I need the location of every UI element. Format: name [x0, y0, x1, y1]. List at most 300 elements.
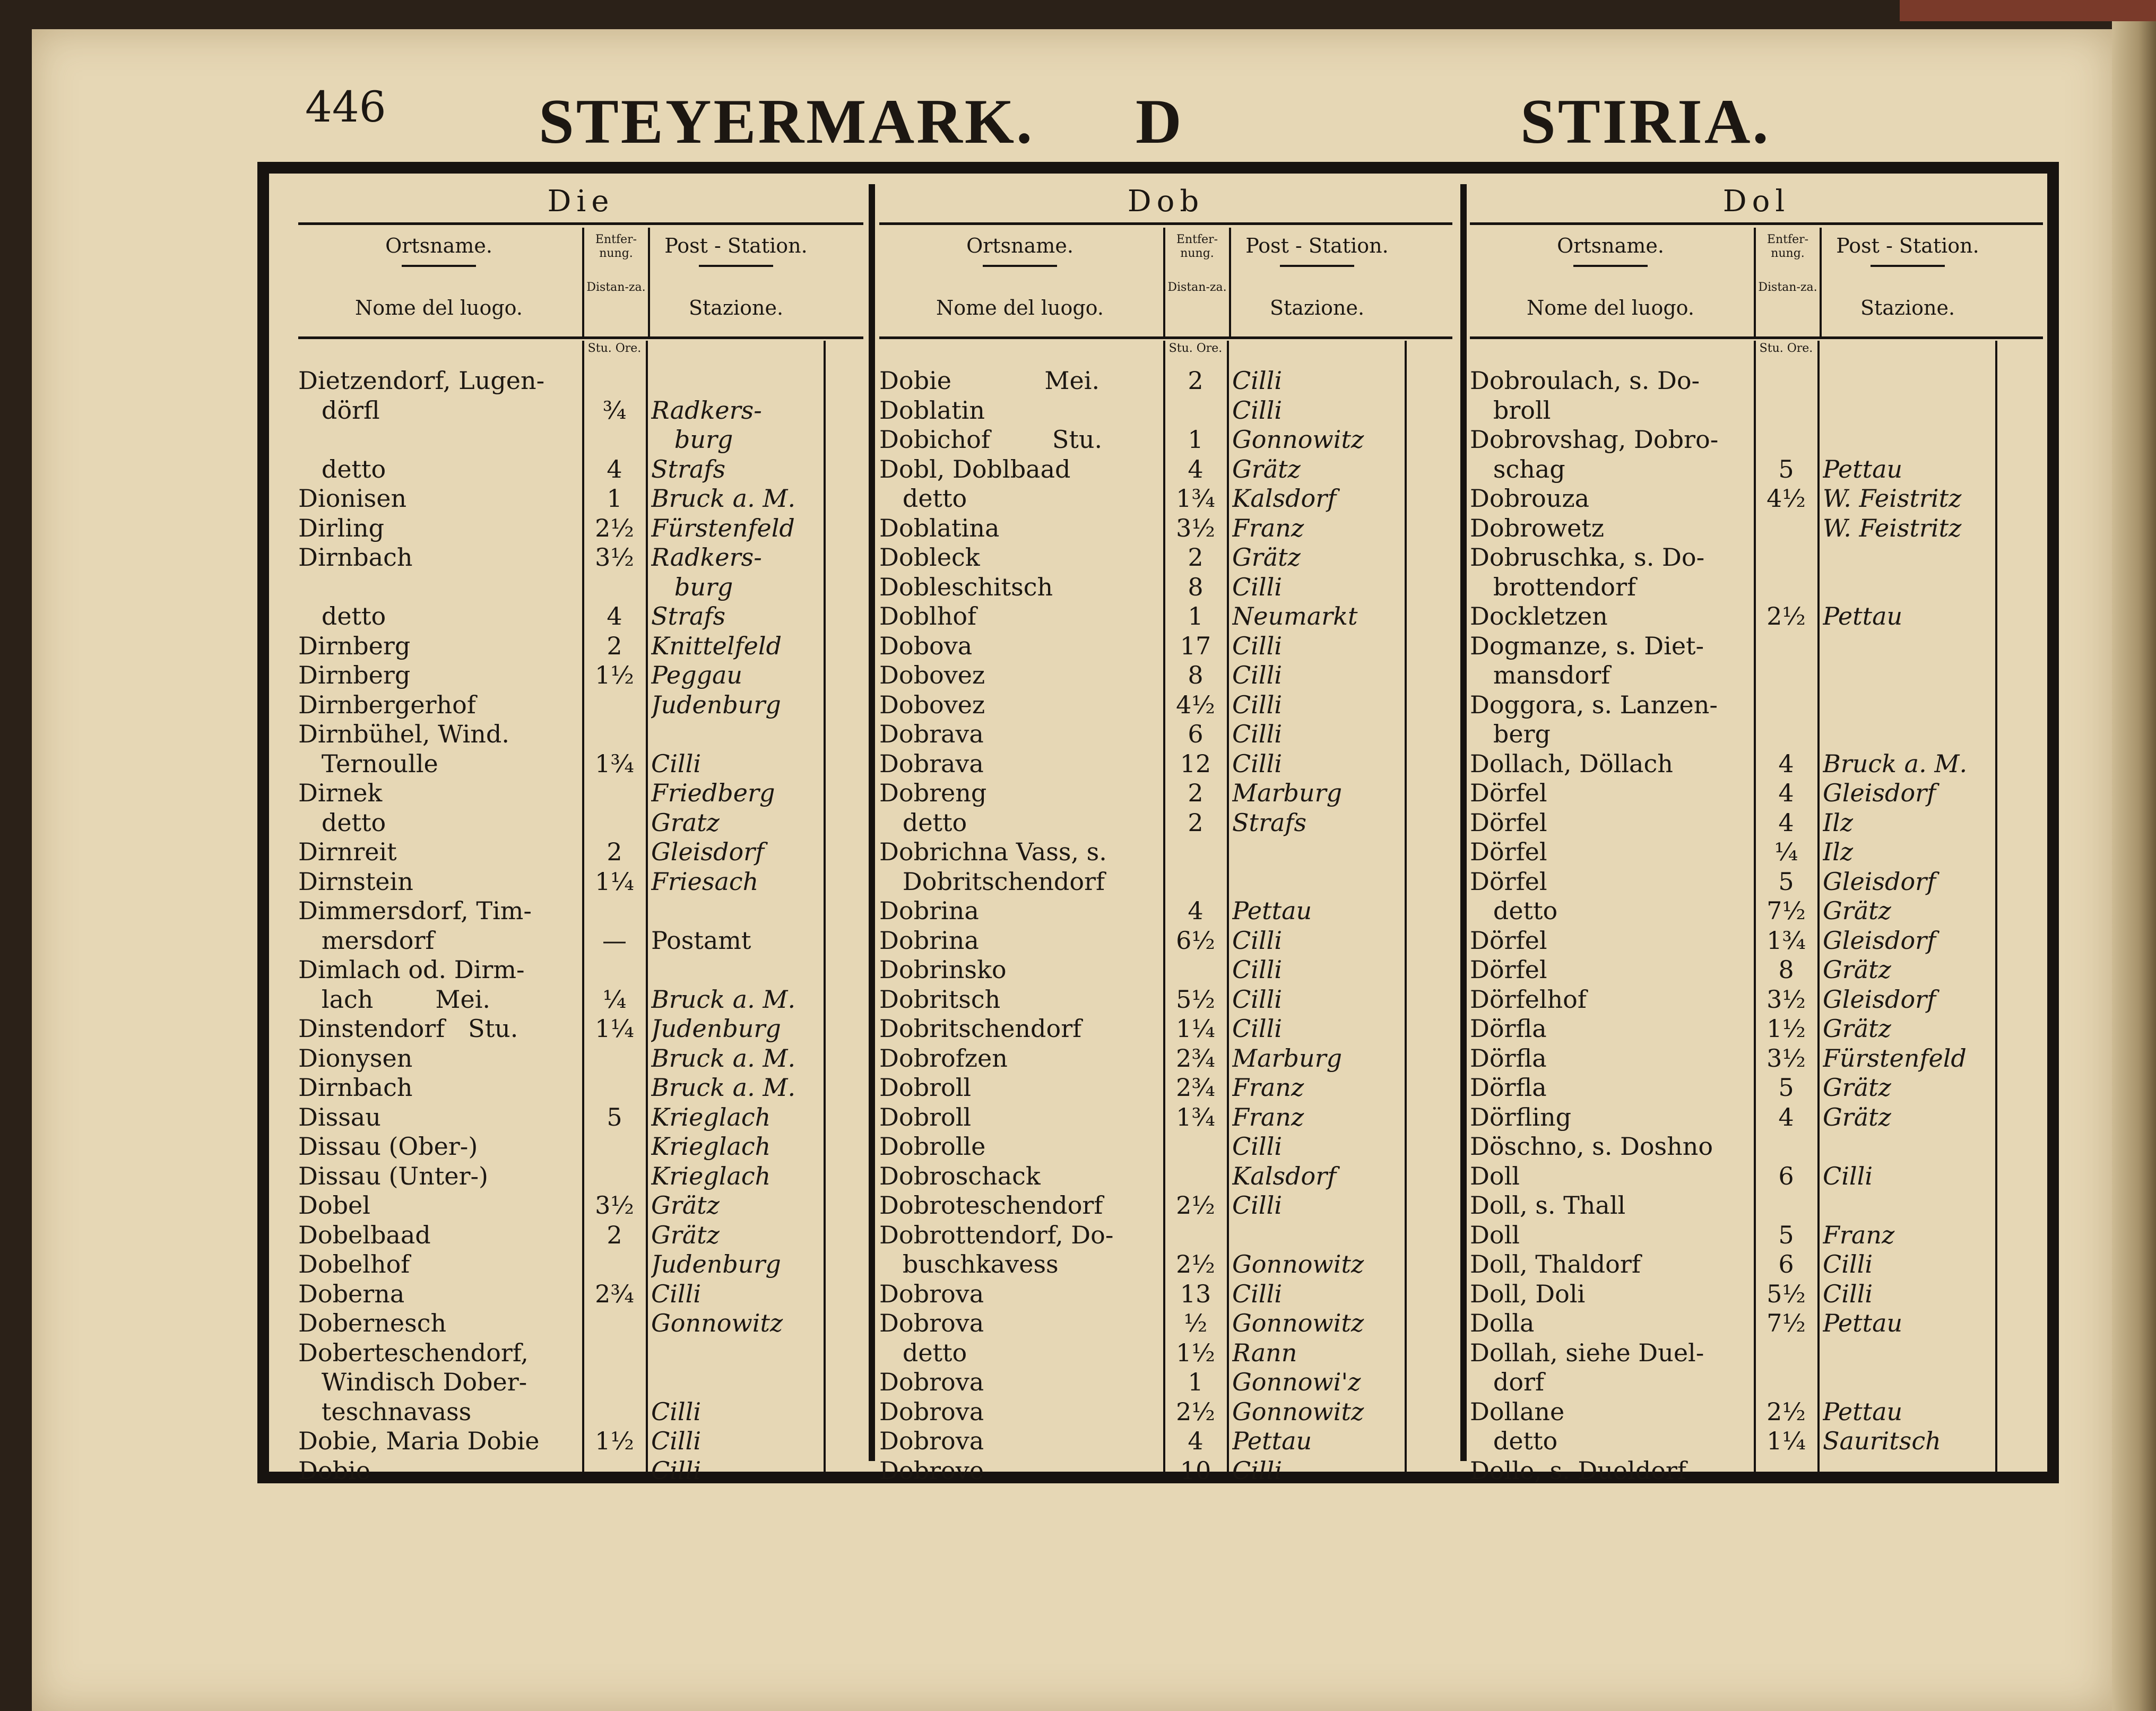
post-station: Friesach — [651, 867, 759, 896]
distance-value: 5½ — [1767, 1279, 1806, 1308]
distance-value: 17 — [1180, 631, 1211, 660]
post-station: Franz — [1823, 1220, 1895, 1249]
post-station: Cilli — [1232, 1456, 1283, 1485]
place-name: Dörfla — [1470, 1073, 1547, 1102]
table-row — [298, 1103, 863, 1133]
header-place-name — [298, 228, 579, 336]
distance-value: 2½ — [1176, 1250, 1215, 1278]
post-station: W. Feistritz — [1823, 484, 1962, 513]
post-station: Ilz — [1823, 837, 1854, 866]
post-station: Gonnowi'z — [1232, 1368, 1361, 1396]
distance-value: 1½ — [1767, 1014, 1806, 1043]
distance-value: 1 — [1188, 602, 1203, 630]
distance-value: 5½ — [1176, 984, 1215, 1014]
title-letter: D — [1136, 86, 1184, 157]
post-station: Cilli — [1232, 955, 1283, 984]
place-name: Dörfla — [1470, 1043, 1547, 1073]
distance-value: 5 — [1778, 454, 1794, 483]
place-name: Doll — [1470, 1220, 1520, 1249]
table-row — [298, 779, 863, 808]
post-station: Pettau — [1823, 602, 1903, 630]
place-name: Dobrottendorf, Do- — [879, 1220, 1114, 1249]
post-station: Cilli — [1232, 720, 1283, 748]
table-row — [879, 749, 1452, 779]
post-station: Bruck a. M. — [651, 1073, 796, 1102]
distance-value: ¼ — [1774, 837, 1798, 866]
post-station: Pettau — [1823, 1397, 1903, 1426]
place-name: Dobroll — [879, 1073, 972, 1102]
table-row — [879, 1309, 1452, 1338]
post-station: Grätz — [1823, 1073, 1891, 1102]
table-row — [298, 1191, 863, 1221]
table-row — [298, 1014, 863, 1044]
place-name: lach Mei. — [298, 984, 491, 1014]
post-station: Kalsdorf — [1232, 484, 1337, 513]
table-row — [298, 837, 863, 867]
header-post-station — [648, 228, 824, 336]
post-station: Marburg — [1232, 1043, 1343, 1073]
post-station: Gleisdorf — [651, 837, 765, 866]
place-name: Dobrava — [879, 720, 984, 748]
header-entfernung: Entfer-nung. — [1767, 233, 1809, 260]
place-name: schag — [1470, 454, 1565, 483]
place-name: Dobroll — [879, 1102, 972, 1131]
place-name: Dobelhof — [298, 1250, 410, 1278]
place-name: Dobrowetz — [1470, 513, 1605, 542]
post-station: Grätz — [651, 1191, 720, 1220]
distance-unit-label: Stu. Ore. — [1168, 342, 1223, 355]
distance-value: 8 — [1188, 661, 1203, 689]
distance-value: 2½ — [1176, 1191, 1215, 1220]
post-station: Judenburg — [651, 690, 781, 719]
page-number: 446 — [305, 82, 386, 132]
post-station: Gleisdorf — [1823, 867, 1936, 896]
table-row — [1470, 749, 2043, 779]
distance-unit-label: Stu. Ore. — [587, 342, 642, 355]
post-station: Cilli — [651, 1397, 702, 1426]
distance-value: 4 — [1188, 454, 1203, 483]
place-name: Dobroulach, s. Do- — [1470, 366, 1700, 395]
table-row — [298, 1132, 863, 1162]
place-name: Dobel — [298, 1191, 370, 1220]
place-name: Dirnstein — [298, 867, 413, 896]
table-row — [879, 455, 1452, 485]
table-row — [1470, 1044, 2043, 1074]
place-name: Doblatina — [879, 513, 1000, 542]
post-station: Judenburg — [651, 1014, 781, 1043]
post-station: W. Feistritz — [1823, 513, 1962, 542]
distance-value: 6 — [1778, 1250, 1794, 1278]
post-station: Grätz — [1823, 1102, 1891, 1131]
post-station: Pettau — [1232, 1427, 1312, 1455]
table-row — [879, 808, 1452, 838]
post-station: Franz — [1232, 1073, 1304, 1102]
header-post-station-de: Post - Station. — [1245, 234, 1389, 257]
table-row — [879, 896, 1452, 926]
table-row — [1470, 425, 2043, 455]
place-name: dorf — [1470, 1368, 1545, 1396]
table-row — [1470, 632, 2043, 661]
place-name: Dobrolle — [879, 1132, 986, 1161]
table-row — [298, 955, 863, 985]
post-station: Friedberg — [651, 779, 775, 807]
distance-value: 2 — [607, 631, 622, 660]
table-row — [1470, 896, 2043, 926]
place-name: Dirnbach — [298, 1073, 413, 1102]
section-divider — [869, 184, 875, 1461]
book-cover-edge — [1900, 0, 2156, 21]
place-name: Döschno, s. Doshno — [1470, 1132, 1713, 1161]
place-name: buschkavess — [879, 1250, 1059, 1278]
distance-unit-label: Stu. Ore. — [1759, 342, 1813, 355]
section-divider — [1460, 184, 1467, 1461]
post-station: Judenburg — [651, 1250, 781, 1278]
header-rule — [402, 265, 476, 267]
post-station: Bruck a. M. — [1823, 749, 1968, 778]
table-row — [1470, 867, 2043, 897]
place-name: Dörfelhof — [1470, 984, 1587, 1014]
table-row — [1470, 1427, 2043, 1456]
table-row — [879, 985, 1452, 1015]
post-station: Cilli — [1232, 395, 1283, 425]
distance-value: 7½ — [1767, 896, 1806, 925]
post-station: Strafs — [651, 454, 726, 483]
section-die — [298, 184, 863, 1485]
header-distanza: Distan-za. — [1167, 281, 1227, 294]
post-station: Rann — [1232, 1338, 1297, 1367]
post-station: Gonnowitz — [651, 1309, 783, 1337]
place-name: Dirnberg — [298, 661, 411, 689]
post-station: Kalsdorf — [1232, 1161, 1337, 1190]
post-station: Grätz — [1232, 454, 1301, 483]
table-row — [1470, 1338, 2043, 1368]
distance-value: 1 — [1188, 425, 1203, 454]
place-name: Dobovez — [879, 690, 985, 719]
distance-value: 1¾ — [1176, 1102, 1215, 1131]
place-name: Dobie Mei. — [879, 366, 1100, 395]
header-rule — [1280, 265, 1354, 267]
post-station: Strafs — [651, 602, 726, 630]
header-distanza: Distan-za. — [1758, 281, 1817, 294]
header-stazione: Stazione. — [1860, 296, 1955, 319]
table-row — [1470, 779, 2043, 808]
place-name: Dobrova — [879, 1427, 984, 1455]
table-row — [879, 955, 1452, 985]
place-name: dörfl — [298, 395, 380, 425]
table-row — [1470, 1250, 2043, 1280]
place-name: Doll, Doli — [1470, 1279, 1586, 1308]
place-name: Doll, s. Thall — [1470, 1191, 1626, 1220]
post-station: Bruck a. M. — [651, 484, 796, 513]
table-row — [298, 573, 863, 602]
table-row — [879, 1397, 1452, 1427]
table-row — [1470, 396, 2043, 426]
distance-value: 4 — [1188, 1427, 1203, 1455]
place-name: Dirnberg — [298, 631, 411, 660]
place-name: Windisch Dober- — [298, 1368, 527, 1396]
place-name: Dirnbach — [298, 543, 413, 572]
place-name: Dietzendorf, Lugen- — [298, 366, 545, 395]
table-body — [298, 341, 863, 1485]
table-row — [879, 837, 1452, 867]
place-name: Dobritschendorf — [879, 867, 1105, 896]
header-rule — [1871, 265, 1945, 267]
table-row — [879, 661, 1452, 690]
distance-value: 4 — [1778, 749, 1794, 778]
distance-value: 1¼ — [595, 1014, 634, 1043]
table-row — [298, 1221, 863, 1250]
distance-value: 2 — [1188, 543, 1203, 572]
place-name: Dobleck — [879, 543, 980, 572]
table-row — [879, 1250, 1452, 1280]
post-station: Knittelfeld — [651, 631, 782, 660]
place-name: teschnavass — [298, 1397, 472, 1426]
post-station: Krieglach — [651, 1102, 771, 1131]
table-row — [879, 1368, 1452, 1397]
post-station: Pettau — [1823, 454, 1903, 483]
place-name: Dollach, Döllach — [1470, 749, 1673, 778]
place-name: Dobie, Maria Dobie — [298, 1427, 540, 1455]
table-row — [298, 926, 863, 956]
register-table — [257, 162, 2059, 1483]
place-name: Dirnbergerhof — [298, 690, 476, 719]
place-name: Dobrovshag, Dobro- — [1470, 425, 1719, 454]
post-station: Cilli — [1823, 1250, 1873, 1278]
post-station: Cilli — [1232, 631, 1283, 660]
post-station: Cilli — [651, 1427, 702, 1455]
post-station: Cilli — [1823, 1161, 1873, 1190]
table-row — [298, 1280, 863, 1309]
header-distance — [1163, 228, 1231, 336]
header-post-station-de: Post - Station. — [1836, 234, 1979, 257]
post-station: Gonnowitz — [1232, 1397, 1364, 1426]
post-station: Franz — [1232, 1102, 1304, 1131]
book-spine — [2112, 0, 2156, 1711]
distance-value: 5 — [1778, 1220, 1794, 1249]
place-name: Doberteschendorf, — [298, 1338, 529, 1367]
distance-value: ½ — [1183, 1309, 1208, 1337]
place-name: Dolla — [1470, 1309, 1535, 1337]
table-row — [879, 514, 1452, 543]
place-name: Dörfel — [1470, 837, 1547, 866]
table-row — [1470, 1132, 2043, 1162]
table-row — [298, 1250, 863, 1280]
distance-value: 4 — [607, 602, 622, 630]
place-name: detto — [879, 1338, 967, 1367]
title-german: STEYERMARK. — [539, 86, 1035, 157]
table-row — [1470, 1456, 2043, 1486]
header-post-station-de: Post - Station. — [664, 234, 808, 257]
table-row — [1470, 543, 2043, 573]
table-row — [879, 690, 1452, 720]
distance-value: 1½ — [595, 1427, 634, 1455]
distance-value: 13 — [1180, 1279, 1211, 1308]
distance-value: 6 — [1778, 1161, 1794, 1190]
distance-value: 2¾ — [1176, 1073, 1215, 1102]
table-row — [298, 1368, 863, 1397]
table-row — [879, 1014, 1452, 1044]
post-station: Fürstenfeld — [1823, 1043, 1967, 1073]
distance-value: 6 — [1188, 720, 1203, 748]
table-row — [298, 661, 863, 690]
place-name: Dobroteschendorf — [879, 1191, 1103, 1220]
place-name: Dissau (Unter-) — [298, 1161, 489, 1190]
place-name: detto — [298, 454, 386, 483]
distance-value: 1¼ — [1176, 1014, 1215, 1043]
table-row — [1470, 484, 2043, 514]
table-row — [1470, 1280, 2043, 1309]
post-station: Sauritsch — [1823, 1427, 1941, 1455]
place-name: Dinstendorf Stu. — [298, 1014, 518, 1043]
table-row — [879, 1162, 1452, 1191]
distance-value: 12 — [1180, 749, 1211, 778]
post-station: burg — [651, 425, 733, 454]
place-name: Dogmanze, s. Diet- — [1470, 631, 1704, 660]
place-name: Dobleschitsch — [879, 572, 1053, 601]
place-name: Dollane — [1470, 1397, 1565, 1426]
table-row — [298, 720, 863, 749]
place-name: Dobernesch — [298, 1309, 447, 1337]
distance-value: 2 — [1188, 808, 1203, 837]
distance-value: 1¼ — [595, 867, 634, 896]
post-station: Pettau — [1823, 1309, 1903, 1337]
distance-value: 2 — [1188, 779, 1203, 807]
post-station: Cilli — [651, 1279, 702, 1308]
table-row — [879, 867, 1452, 897]
post-station: Neumarkt — [1232, 602, 1358, 630]
table-row — [1470, 985, 2043, 1015]
table-row — [879, 602, 1452, 632]
distance-value: 4½ — [1176, 690, 1215, 719]
distance-value: 8 — [1778, 955, 1794, 984]
table-row — [298, 455, 863, 485]
place-name: Doblhof — [879, 602, 977, 630]
post-station: Bruck a. M. — [651, 1043, 796, 1073]
distance-value: ¼ — [602, 984, 627, 1014]
post-station: Cilli — [1232, 572, 1283, 601]
table-row — [1470, 690, 2043, 720]
place-name: detto — [879, 484, 967, 513]
distance-value: 1½ — [595, 661, 634, 689]
distance-value: 4½ — [1767, 484, 1806, 513]
header-ortsname: Ortsname. — [385, 234, 492, 257]
place-name: Dobelbaad — [298, 1220, 431, 1249]
table-row — [298, 396, 863, 426]
post-station: Cilli — [1232, 690, 1283, 719]
distance-value: 3½ — [595, 1191, 634, 1220]
post-station: Gleisdorf — [1823, 926, 1936, 955]
post-station: Grätz — [1823, 955, 1891, 984]
post-station: Cilli — [651, 1456, 702, 1485]
place-name: Dörfel — [1470, 808, 1547, 837]
distance-value: 1¼ — [1767, 1427, 1806, 1455]
post-station: Radkers- — [651, 543, 762, 572]
table-row — [1470, 837, 2043, 867]
distance-value: 6½ — [1176, 926, 1215, 955]
place-name: Dobrofzen — [879, 1043, 1008, 1073]
table-row — [879, 543, 1452, 573]
section-letters: Dol — [1470, 184, 2043, 225]
entry-list — [298, 366, 863, 1485]
place-name: Dobruschka, s. Do- — [1470, 543, 1705, 572]
post-station: Grätz — [1232, 543, 1301, 572]
post-station: Cilli — [1232, 1191, 1283, 1220]
place-name: Dobritsch — [879, 984, 1001, 1014]
table-row — [879, 1456, 1452, 1486]
place-name: detto — [1470, 1427, 1558, 1455]
header-nome-del-luogo: Nome del luogo. — [936, 296, 1104, 319]
place-name: Dollah, siehe Duel- — [1470, 1338, 1704, 1367]
table-row — [298, 749, 863, 779]
place-name: detto — [298, 602, 386, 630]
table-row — [879, 1044, 1452, 1074]
place-name: Dobrina — [879, 896, 979, 925]
post-station: Peggau — [651, 661, 743, 689]
place-name: Dobova — [879, 631, 973, 660]
post-station: Radkers- — [651, 395, 762, 425]
table-row — [298, 808, 863, 838]
post-station: Cilli — [1232, 1279, 1283, 1308]
entry-list — [1470, 366, 2043, 1485]
place-name: Dörfel — [1470, 955, 1547, 984]
distance-value: 1½ — [1176, 1338, 1215, 1367]
table-row — [879, 779, 1452, 808]
header-rule — [983, 265, 1057, 267]
post-station: Cilli — [1232, 366, 1283, 395]
table-row — [1470, 602, 2043, 632]
table-row — [298, 1309, 863, 1338]
section-dob — [879, 184, 1452, 1485]
table-row — [298, 1397, 863, 1427]
table-row — [1470, 514, 2043, 543]
table-row — [298, 1073, 863, 1103]
place-name: Dobrouza — [1470, 484, 1589, 513]
distance-value: ¾ — [602, 395, 627, 425]
distance-value: 5 — [607, 1102, 622, 1131]
table-row — [1470, 1014, 2043, 1044]
place-name: Dörfel — [1470, 926, 1547, 955]
distance-value: 2½ — [1176, 1397, 1215, 1426]
distance-value: 1¾ — [1767, 926, 1806, 955]
table-row — [298, 514, 863, 543]
header-nome-del-luogo: Nome del luogo. — [1527, 296, 1694, 319]
column-headers — [1470, 228, 2043, 339]
header-ortsname: Ortsname. — [966, 234, 1073, 257]
place-name: Dimmersdorf, Tim- — [298, 896, 532, 925]
distance-value: 5 — [1778, 867, 1794, 896]
table-row — [1470, 955, 2043, 985]
table-row — [1470, 1162, 2043, 1191]
table-row — [298, 690, 863, 720]
place-name: Dobreng — [879, 779, 987, 807]
table-row — [298, 1044, 863, 1074]
place-name: Dörfling — [1470, 1102, 1572, 1131]
post-station: Cilli — [1232, 1014, 1283, 1043]
distance-value: 4 — [1188, 896, 1203, 925]
table-row — [1470, 366, 2043, 396]
header-stazione: Stazione. — [688, 296, 784, 319]
distance-value: 3½ — [1767, 984, 1806, 1014]
place-name: Dobrava — [879, 749, 984, 778]
distance-value: 4 — [1778, 1102, 1794, 1131]
distance-value: 5 — [1778, 1073, 1794, 1102]
distance-value: 1 — [1188, 1368, 1203, 1396]
post-station: burg — [651, 572, 733, 601]
table-row — [1470, 1397, 2043, 1427]
distance-value: 2½ — [595, 513, 634, 542]
post-station: Grätz — [1823, 896, 1891, 925]
distance-value: 7½ — [1767, 1309, 1806, 1337]
